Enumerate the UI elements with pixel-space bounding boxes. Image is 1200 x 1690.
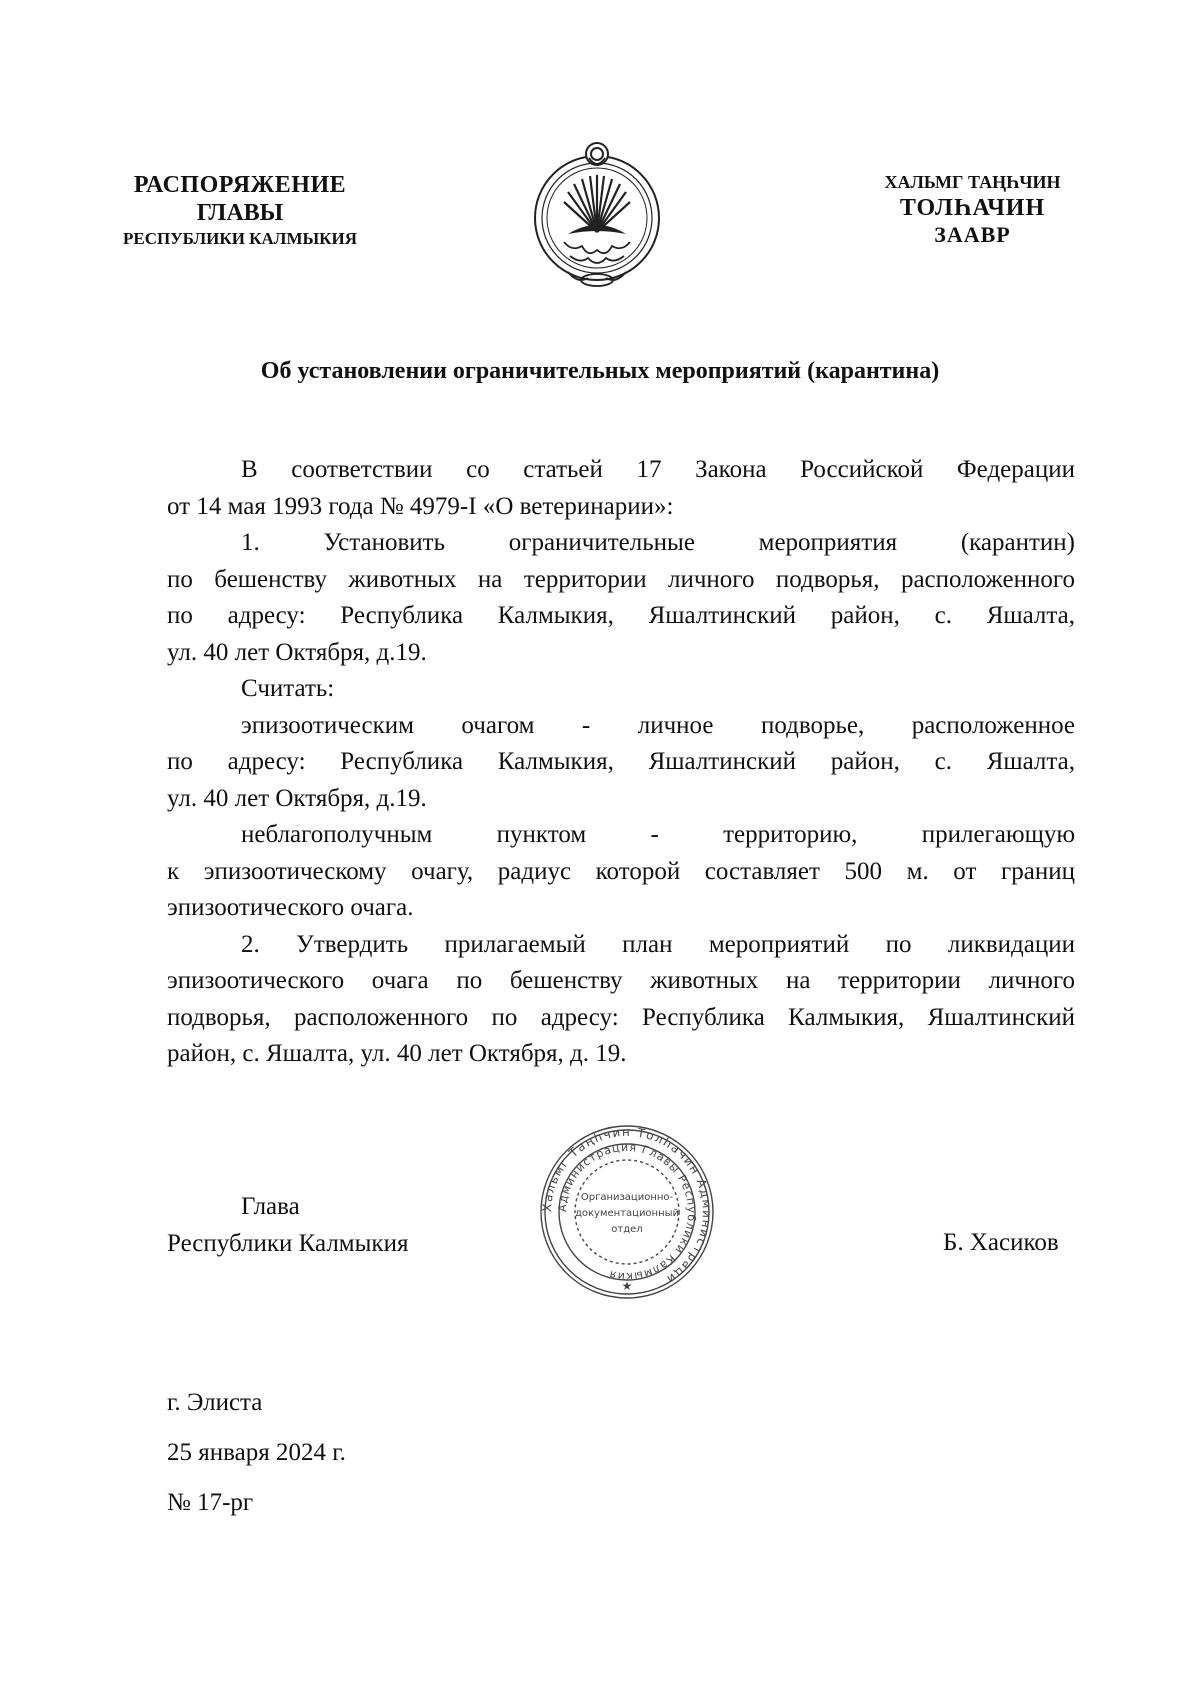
header-right	[845, 172, 1100, 249]
body-line: 1. Установить ограничительные мероприятия (карантин)	[241, 529, 1075, 556]
official-round-stamp	[537, 1122, 717, 1302]
stamp-star-icon: ★	[621, 1279, 633, 1293]
header-left	[90, 172, 390, 249]
document-title: Об установлении ограничительных мероприятий (карантина)	[260, 358, 940, 384]
issue-date: 25 января 2024 г.	[167, 1439, 346, 1466]
document-footer	[167, 1378, 346, 1528]
body-line: район, с. Яшалта, ул. 40 лет Октября, д. 19.	[167, 1040, 627, 1067]
issue-city: г. Элиста	[167, 1389, 263, 1416]
header-right-line2: ТОЛҺАЧИН	[899, 194, 1046, 221]
signatory-position	[167, 1188, 408, 1262]
signatory-name: Б. Хасиков	[943, 1229, 1059, 1256]
body-line: ул. 40 лет Октября, д.19.	[167, 784, 427, 812]
signatory-position-line2: Республики Калмыкия	[167, 1230, 409, 1257]
signatory-position-line1: Глава	[241, 1193, 300, 1220]
stamp-outer-text: Хальмг Таңһчин Толһачин Администраци	[539, 1124, 715, 1288]
document-body	[167, 452, 1075, 1073]
coat-of-arms-emblem	[528, 134, 666, 294]
body-line: по адресу: Республика Калмыкия, Яшалтинский район, с. Яшалта,	[167, 748, 1075, 775]
header-left-line3: РЕСПУБЛИКИ КАЛМЫКИЯ	[122, 229, 358, 249]
header-right-line3: ЗААВР	[934, 222, 1011, 248]
body-line: эпизоотического очага по бешенству животных на территории личного	[167, 967, 1075, 994]
stamp-center-line2: документационный	[574, 1208, 680, 1219]
body-line: неблагополучным пунктом - территорию, прилегающую	[241, 821, 1075, 848]
stamp-center-line1: Организационно-	[580, 1192, 674, 1203]
body-line: эпизоотического очага.	[167, 894, 414, 921]
stamp-center-line3: отдел	[611, 1224, 643, 1235]
stamp-middle-text: Администрация Главы Республики Калмыкия	[555, 1140, 699, 1284]
body-line: от 14 мая 1993 года № 4979-I «О ветеринарии»:	[167, 492, 674, 520]
body-line: по бешенству животных на территории личного подворья, расположенного	[167, 565, 1075, 593]
body-line: В соответствии со статьей 17 Закона Российской Федерации	[241, 456, 1075, 483]
body-line: подворья, расположенного по адресу: Республика Калмыкия, Яшалтинский	[167, 1003, 1075, 1031]
body-line: эпизоотическим очагом - личное подворье, расположенное	[241, 711, 1075, 739]
header-left-line1: РАСПОРЯЖЕНИЕ	[133, 172, 347, 198]
header-left-line2: ГЛАВЫ	[196, 199, 284, 226]
body-line: ул. 40 лет Октября, д.19.	[167, 638, 427, 666]
document-number: № 17-рг	[167, 1489, 254, 1516]
body-line: к эпизоотическому очагу, радиус которой составляет 500 м. от границ	[167, 857, 1075, 885]
body-line: Считать:	[241, 675, 335, 702]
body-line: по адресу: Республика Калмыкия, Яшалтинский район, с. Яшалта,	[167, 602, 1075, 629]
header-right-line1: ХАЛЬМГ ТАҢҺЧИН	[884, 172, 1061, 192]
body-line: 2. Утвердить прилагаемый план мероприятий по ликвидации	[241, 930, 1075, 958]
